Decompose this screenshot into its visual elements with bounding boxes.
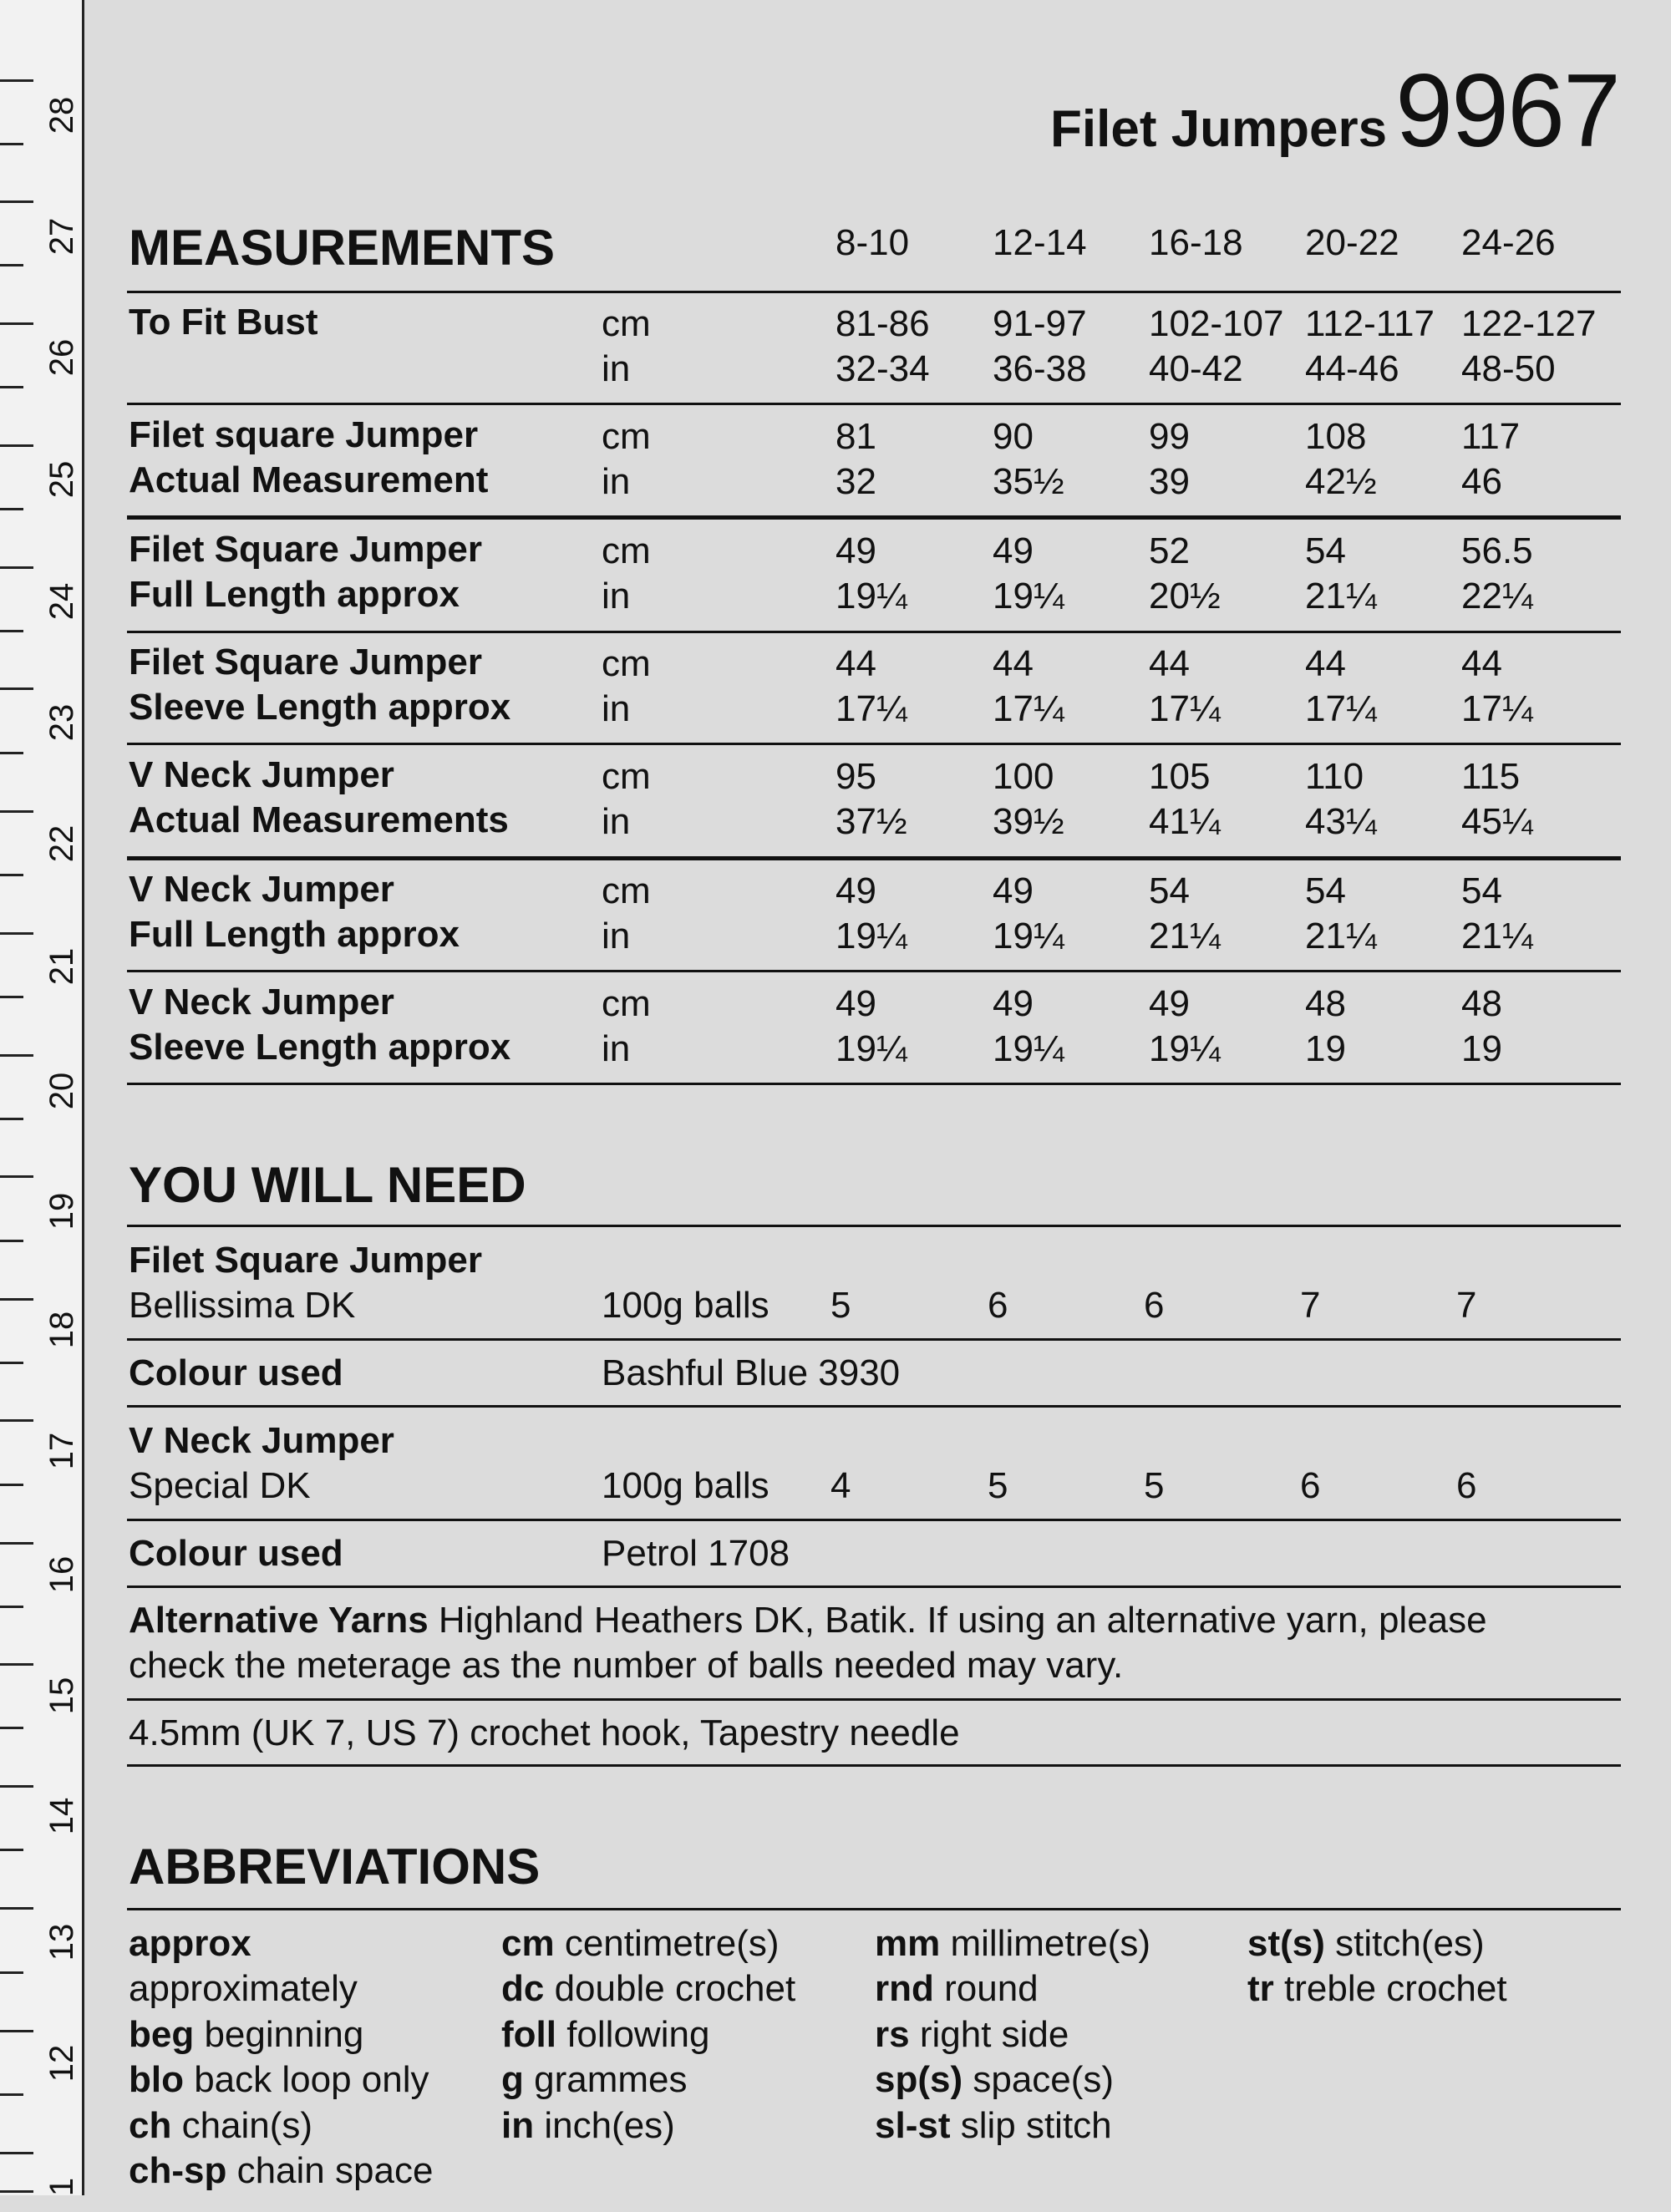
abbreviations-column-4: [1247, 1921, 1507, 2012]
value-cm: 110: [1305, 756, 1364, 797]
value-in: 17¼: [993, 688, 1064, 729]
divider: [127, 403, 1621, 405]
abbreviation-entry: [501, 2012, 795, 2057]
alt-yarns-label: Alternative Yarns: [129, 1600, 429, 1641]
row-label: V Neck Jumper: [129, 754, 394, 795]
divider: [127, 1908, 1621, 1910]
abbreviation-entry: [1247, 1966, 1507, 2012]
abbreviations-column-3: [875, 1921, 1150, 2149]
ruler-tick-minor: [0, 386, 23, 388]
abbreviation-meaning: approximately: [129, 1968, 358, 2010]
value-cm: 48: [1305, 983, 1346, 1024]
divider: [127, 1764, 1621, 1767]
abbreviation-meaning: chain(s): [171, 2104, 313, 2146]
abbreviation-meaning: right side: [909, 2013, 1069, 2055]
abbreviation-term: foll: [501, 2013, 556, 2055]
divider: [127, 1225, 1621, 1227]
unit-cm: cm: [602, 983, 651, 1024]
ruler-tick: [0, 1907, 33, 1910]
ruler-tick-minor: [0, 996, 23, 998]
value-in: 41¼: [1149, 801, 1221, 842]
ball-count: 5: [988, 1465, 1008, 1506]
abbreviation-meaning: round: [933, 1968, 1039, 2010]
divider: [127, 631, 1621, 633]
value-in: 32-34: [836, 348, 930, 389]
ruler-number: 1: [43, 2177, 80, 2197]
ruler-tick-minor: [0, 143, 23, 145]
abbreviations-heading: ABBREVIATIONS: [129, 1839, 541, 1895]
value-in: 46: [1461, 461, 1502, 502]
filet-unit: 100g balls: [602, 1285, 769, 1326]
ball-count: 7: [1456, 1285, 1477, 1326]
abbreviation-entry: [501, 2103, 795, 2149]
ruler-tick: [0, 1542, 33, 1545]
abbreviation-meaning: chain space: [226, 2149, 434, 2191]
ruler-number: 21: [43, 947, 80, 986]
value-in: 19¼: [1149, 1028, 1221, 1069]
ruler-number: 23: [43, 703, 80, 742]
unit-cm: cm: [602, 643, 651, 684]
ruler-tick-minor: [0, 508, 23, 510]
abbreviation-entry: [129, 2012, 433, 2057]
ball-count: 6: [1456, 1465, 1477, 1506]
divider: [127, 1405, 1621, 1408]
abbreviation-meaning: millimetre(s): [940, 1923, 1151, 1964]
ruler-tick-minor: [0, 264, 23, 266]
ruler-tick: [0, 1785, 33, 1788]
divider: [127, 291, 1621, 293]
ball-count: 5: [830, 1285, 851, 1326]
filet-yarn: Bellissima DK: [129, 1285, 356, 1326]
ball-count: 4: [830, 1465, 851, 1506]
abbreviation-entry: [1247, 1921, 1507, 1966]
abbreviation-entry: [501, 1966, 795, 2012]
abbreviation-term: rnd: [875, 1968, 934, 2010]
abbreviation-meaning: slip stitch: [950, 2104, 1112, 2146]
abbreviation-meaning: double crochet: [544, 1968, 796, 2010]
ruler-tick: [0, 1663, 33, 1666]
abbreviations-column-2: [501, 1921, 795, 2149]
abbreviation-term: rs: [875, 2013, 910, 2055]
ruler-tick: [0, 200, 33, 203]
ruler-tick: [0, 2152, 33, 2154]
ruler-tick: [0, 1175, 33, 1178]
row-label: Filet Square Jumper: [129, 529, 483, 570]
value-in: 44-46: [1305, 348, 1399, 389]
value-cm: 44: [993, 643, 1034, 684]
size-header: 8-10: [836, 222, 910, 263]
abbreviation-term: dc: [501, 1968, 545, 2010]
value-in: 32: [836, 461, 876, 502]
unit-cm: cm: [602, 530, 651, 571]
value-in: 19¼: [993, 576, 1064, 616]
alt-yarns-text-2: check the meterage as the number of balls needed may vary.: [129, 1645, 1124, 1686]
unit-in: in: [602, 916, 631, 956]
divider: [127, 1338, 1621, 1341]
row-label: Filet square Jumper: [129, 414, 479, 455]
size-header: 16-18: [1149, 222, 1243, 263]
divider: [127, 1083, 1621, 1085]
value-cm: 49: [1149, 983, 1190, 1024]
value-cm: 81-86: [836, 303, 930, 344]
abbreviation-meaning: stitch(es): [1324, 1923, 1485, 1964]
unit-cm: cm: [602, 870, 651, 911]
abbreviation-term: tr: [1247, 1968, 1274, 2010]
divider: [127, 970, 1621, 972]
ruler-tick: [0, 444, 33, 447]
pattern-number: 9967: [1395, 53, 1619, 169]
ruler-number: 27: [43, 217, 80, 256]
abbreviation-entry: [129, 1921, 433, 1966]
abbreviation-term: st(s): [1247, 1923, 1325, 1964]
ruler-tick: [0, 810, 33, 813]
value-in: 39½: [993, 801, 1064, 842]
abbreviations-column-1: [129, 1921, 433, 2194]
vneck-unit: 100g balls: [602, 1465, 769, 1506]
abbreviation-meaning: back loop only: [183, 2059, 429, 2101]
value-cm: 44: [1461, 643, 1502, 684]
divider: [127, 1698, 1621, 1701]
row-label-sub: Actual Measurements: [129, 799, 509, 840]
value-cm: 49: [993, 530, 1034, 571]
ruler-tick-minor: [0, 1849, 23, 1851]
value-cm: 56.5: [1461, 530, 1533, 571]
ruler-tick-minor: [0, 874, 23, 876]
divider: [127, 515, 1621, 520]
value-in: 42½: [1305, 461, 1377, 502]
value-in: 35½: [993, 461, 1064, 502]
ruler-tick: [0, 1419, 33, 1422]
ball-count: 6: [988, 1285, 1008, 1326]
value-in: 48-50: [1461, 348, 1556, 389]
value-in: 37½: [836, 801, 907, 842]
row-label-sub: Actual Measurement: [129, 459, 489, 500]
value-in: 17¼: [1149, 688, 1221, 729]
abbreviation-entry: [875, 1921, 1150, 1966]
row-label-sub: Full Length approx: [129, 574, 460, 615]
value-in: 21¼: [1305, 916, 1377, 956]
abbreviation-term: mm: [875, 1923, 941, 1964]
abbreviation-entry: [501, 1921, 795, 1966]
abbreviation-term: in: [501, 2104, 535, 2146]
unit-in: in: [602, 1028, 631, 1069]
ruler-tick: [0, 1054, 33, 1057]
abbreviation-entry: [875, 2012, 1150, 2057]
value-in: 40-42: [1149, 348, 1243, 389]
abbreviation-term: cm: [501, 1923, 555, 1964]
value-cm: 54: [1149, 870, 1190, 911]
unit-cm: cm: [602, 756, 651, 797]
abbreviation-term: beg: [129, 2013, 195, 2055]
ruler-tick-minor: [0, 752, 23, 754]
row-label: V Neck Jumper: [129, 869, 394, 910]
divider: [127, 743, 1621, 745]
value-cm: 54: [1305, 870, 1346, 911]
ruler-tick-minor: [0, 1727, 23, 1729]
ruler-tick: [0, 79, 33, 82]
value-in: 19¼: [836, 1028, 907, 1069]
ruler-tick-minor: [0, 630, 23, 632]
filet-colour-value: Bashful Blue 3930: [602, 1352, 901, 1393]
unit-in: in: [602, 688, 631, 729]
abbreviation-entry: [875, 2057, 1150, 2103]
side-ruler: [0, 0, 84, 2195]
ruler-number: 20: [43, 1072, 80, 1110]
value-cm: 52: [1149, 530, 1190, 571]
value-in: 19¼: [993, 1028, 1064, 1069]
unit-cm: cm: [602, 303, 651, 344]
unit-in: in: [602, 461, 631, 502]
alt-yarns-text: Highland Heathers DK, Batik. If using an alternative yarn, please: [428, 1600, 1487, 1641]
row-label: To Fit Bust: [129, 302, 318, 342]
value-cm: 44: [1305, 643, 1346, 684]
unit-in: in: [602, 576, 631, 616]
value-cm: 49: [836, 870, 876, 911]
abbreviation-entry: [129, 2057, 433, 2103]
abbreviation-meaning: following: [556, 2013, 710, 2055]
abbreviation-term: sl-st: [875, 2104, 951, 2146]
divider: [127, 1585, 1621, 1588]
value-in: 17¼: [1305, 688, 1377, 729]
value-in: 21¼: [1305, 576, 1377, 616]
value-cm: 48: [1461, 983, 1502, 1024]
value-in: 17¼: [836, 688, 907, 729]
filet-title: Filet Square Jumper: [129, 1240, 483, 1281]
tools-needed: 4.5mm (UK 7, US 7) crochet hook, Tapestry needle: [129, 1712, 960, 1753]
pattern-title: [1050, 52, 1619, 170]
value-cm: 112-117: [1305, 303, 1435, 344]
vneck-colour-value: Petrol 1708: [602, 1533, 790, 1574]
value-in: 19: [1461, 1028, 1502, 1069]
ruler-tick-minor: [0, 1118, 23, 1120]
ruler-tick-edge: [0, 2190, 33, 2193]
unit-in: in: [602, 348, 631, 389]
ruler-number: 28: [43, 96, 80, 134]
ruler-tick-minor: [0, 1606, 23, 1608]
ruler-tick-minor: [0, 1362, 23, 1364]
ruler-number: 24: [43, 582, 80, 621]
value-in: 19¼: [836, 576, 907, 616]
divider: [127, 856, 1621, 860]
size-header: 20-22: [1305, 222, 1399, 263]
ruler-number: 18: [43, 1311, 80, 1349]
ball-count: 6: [1144, 1285, 1165, 1326]
abbreviation-entry: [129, 1966, 433, 2012]
abbreviation-entry: [501, 2057, 795, 2103]
ruler-number: 25: [43, 460, 80, 499]
ruler-tick-minor: [0, 1971, 23, 1974]
abbreviation-entry: [875, 1966, 1150, 2012]
value-cm: 54: [1461, 870, 1502, 911]
ruler-number: 13: [43, 1923, 80, 1961]
size-header: 12-14: [993, 222, 1087, 263]
abbreviation-term: g: [501, 2059, 524, 2101]
ball-count: 7: [1300, 1285, 1321, 1326]
value-in: 45¼: [1461, 801, 1533, 842]
value-in: 19¼: [836, 916, 907, 956]
ruler-tick: [0, 1298, 33, 1301]
value-cm: 95: [836, 756, 876, 797]
size-header: 24-26: [1461, 222, 1556, 263]
pattern-name: Filet Jumpers: [1050, 100, 1388, 158]
row-label: V Neck Jumper: [129, 982, 394, 1022]
ruler-number: 15: [43, 1677, 80, 1715]
alternative-yarns: [129, 1598, 1487, 1643]
abbreviation-meaning: treble crochet: [1273, 1968, 1507, 2010]
abbreviation-meaning: space(s): [962, 2059, 1115, 2101]
value-cm: 100: [993, 756, 1054, 797]
ruler-tick: [0, 322, 33, 325]
unit-cm: cm: [602, 416, 651, 457]
abbreviation-entry: [129, 2149, 433, 2194]
value-in: 19¼: [993, 916, 1064, 956]
ball-count: 5: [1144, 1465, 1165, 1506]
ruler-tick: [0, 2030, 33, 2032]
abbreviation-term: approx: [129, 1923, 251, 1964]
value-cm: 49: [836, 983, 876, 1024]
value-cm: 90: [993, 416, 1034, 457]
value-in: 20½: [1149, 576, 1221, 616]
ruler-number: 19: [43, 1192, 80, 1230]
value-in: 21¼: [1149, 916, 1221, 956]
row-label-sub: Full Length approx: [129, 914, 460, 955]
ruler-tick: [0, 932, 33, 935]
abbreviation-term: ch-sp: [129, 2149, 227, 2191]
abbreviation-meaning: inch(es): [534, 2104, 675, 2146]
ruler-number: 26: [43, 338, 80, 377]
value-cm: 105: [1149, 756, 1211, 797]
vneck-colour-label: Colour used: [129, 1533, 343, 1574]
abbreviation-meaning: grammes: [523, 2059, 688, 2101]
measurements-heading: MEASUREMENTS: [129, 220, 556, 276]
row-label-sub: Sleeve Length approx: [129, 1027, 511, 1068]
abbreviation-term: ch: [129, 2104, 172, 2146]
divider: [127, 1519, 1621, 1521]
ball-count: 6: [1300, 1465, 1321, 1506]
abbreviation-entry: [875, 2103, 1150, 2149]
vneck-title: V Neck Jumper: [129, 1420, 394, 1461]
value-in: 17¼: [1461, 688, 1533, 729]
value-cm: 117: [1461, 416, 1521, 457]
filet-colour-label: Colour used: [129, 1352, 343, 1393]
you-will-need-heading: YOU WILL NEED: [129, 1157, 526, 1213]
value-in: 39: [1149, 461, 1190, 502]
value-cm: 91-97: [993, 303, 1087, 344]
ruler-tick-minor: [0, 2093, 23, 2096]
value-cm: 108: [1305, 416, 1367, 457]
value-cm: 49: [993, 870, 1034, 911]
ruler-tick-minor: [0, 1484, 23, 1486]
ruler-number: 16: [43, 1555, 80, 1594]
value-cm: 44: [1149, 643, 1190, 684]
vneck-yarn: Special DK: [129, 1465, 311, 1506]
value-in: 19: [1305, 1028, 1346, 1069]
abbreviation-meaning: beginning: [194, 2013, 364, 2055]
abbreviation-term: sp(s): [875, 2059, 963, 2101]
abbreviation-meaning: centimetre(s): [554, 1923, 780, 1964]
value-cm: 81: [836, 416, 876, 457]
value-cm: 49: [836, 530, 876, 571]
ruler-number: 22: [43, 824, 80, 863]
value-cm: 54: [1305, 530, 1346, 571]
value-cm: 99: [1149, 416, 1190, 457]
value-cm: 102-107: [1149, 303, 1284, 344]
ruler-tick: [0, 687, 33, 690]
value-cm: 49: [993, 983, 1034, 1024]
row-label: Filet Square Jumper: [129, 642, 483, 682]
ruler-tick-minor: [0, 1240, 23, 1242]
ruler-number: 12: [43, 2044, 80, 2083]
value-in: 36-38: [993, 348, 1087, 389]
value-in: 21¼: [1461, 916, 1533, 956]
value-in: 43¼: [1305, 801, 1377, 842]
unit-in: in: [602, 801, 631, 842]
value-cm: 44: [836, 643, 876, 684]
ruler-number: 14: [43, 1797, 80, 1835]
value-cm: 122-127: [1461, 303, 1597, 344]
abbreviation-term: blo: [129, 2059, 184, 2101]
value-in: 22¼: [1461, 576, 1533, 616]
abbreviation-entry: [129, 2103, 433, 2149]
ruler-number: 17: [43, 1432, 80, 1470]
row-label-sub: Sleeve Length approx: [129, 687, 511, 728]
value-cm: 115: [1461, 756, 1521, 797]
ruler-tick: [0, 566, 33, 569]
